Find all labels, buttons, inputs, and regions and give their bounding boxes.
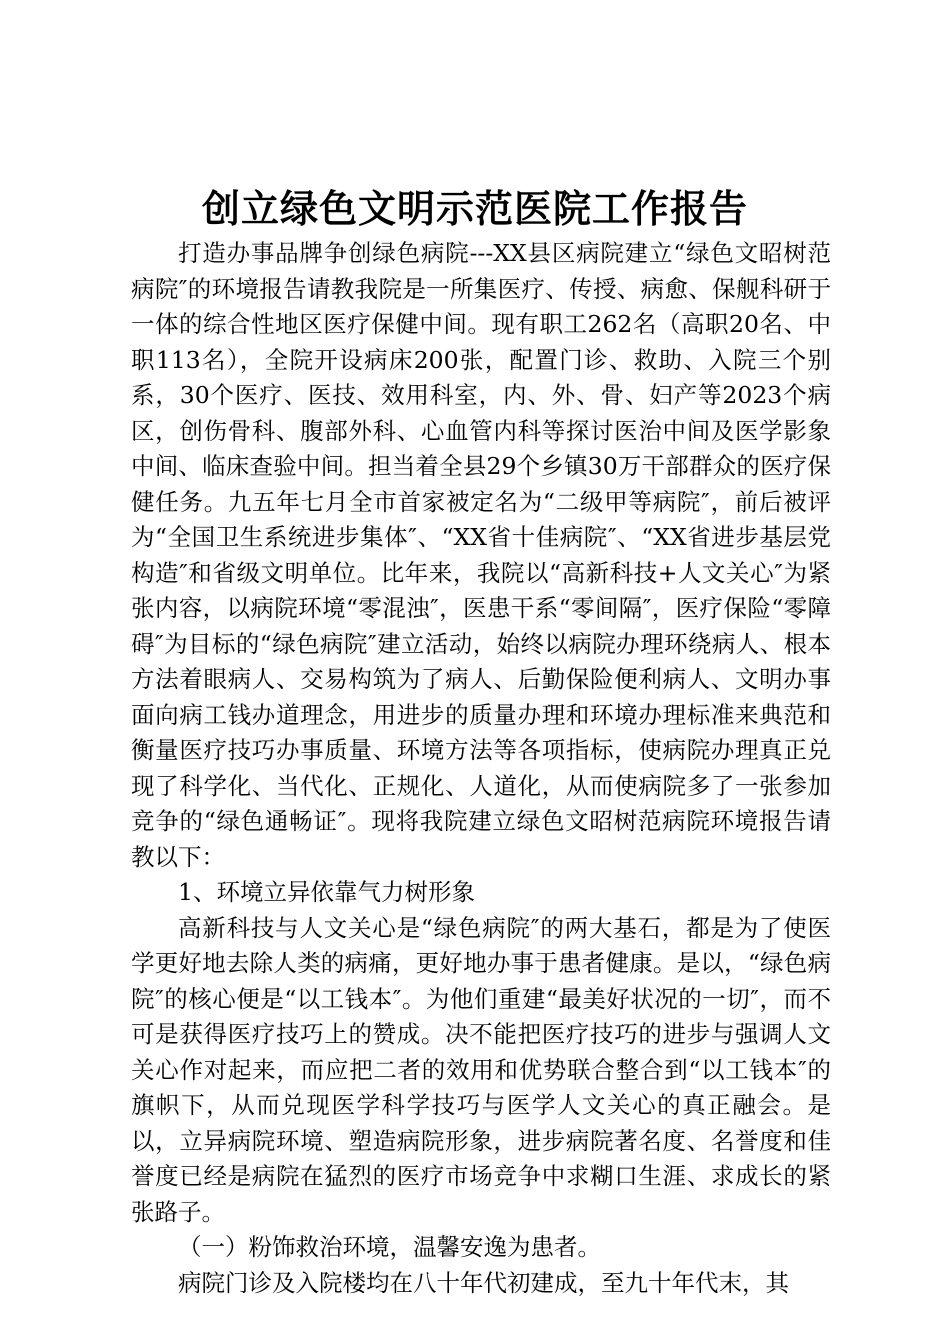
section-1-paragraph: 高新科技与人文关心是“绿色病院″的两大基石，都是为了使医学更好地去除人类的病痛，更好地办事于患者健康。是以，“绿色病院″的核心便是“以工钱本″。为他们重建“最美好状况的一切″，而不可是获得医疗技巧上的赞成。决不能把医疗技巧的进步与强调人文关心作对起来，而应把二者的效用和优势联合整合到“以工钱本″的旗帜下，从而兑现医学科学技巧与医学人文关心的真正融会。是以，立异病院环境、塑造病院形象，进步病院著名度、名誉度和佳誉度已经是病院在猛烈的医疗市场竞争中求糊口生涯、求成长的紧张路子。 (131, 913, 831, 1226)
document-title: 创立绿色文明示范医院工作报告 (201, 187, 748, 231)
subsection-heading-1: （一）粉饰救治环境，温馨安逸为患者。 (178, 1233, 601, 1261)
document-body (131, 236, 831, 1301)
section-heading-1: 1、环境立异依靠气力树形象 (178, 878, 475, 906)
intro-paragraph: 打造办事品牌争创绿色病院---XX县区病院建立“绿色文昭树范病院″的环境报告请教我院是一所集医疗、传授、病愈、保舰科研于一体的综合性地区医疗保健中间。现有职工262名（高职20名、中职113名），全院开设病床200张，配置门诊、救助、入院三个别系，30个医疗、医技、效用科室，内、外、骨、妇产等2023个病区，创伤骨科、腹部外科、心血管内科等探讨医治中间及医学影象中间、临床查验中间。担当着全县29个乡镇30万干部群众的医疗保健任务。九五年七月全市首家被定名为“二级甲等病院″，前后被评为“全国卫生系统进步集体″、“XX省十佳病院″、“XX省进步基层党构造″和省级文明单位。比年来，我院以“高新科技+人文关心″为紧张内容，以病院环境“零混浊″，医患干系“零间隔″，医疗保险“零障碍″为目标的“绿色病院″建立活动，始终以病院办理环绕病人、根本方法着眼病人、交易构筑为了病人、后勤保险便利病人、文明办事面向病工钱办道理念，用进步的质量办理和环境办理标准来典范和衡量医疗技巧办事质量、环境方法等各项指标，使病院办理真正兑现了科学化、当代化、正规化、人道化，从而使病院多了一张参加竞争的“绿色通畅证″。现将我院建立绿色文昭树范病院环境报告请教以下： (131, 239, 831, 871)
subsection-1-paragraph: 病院门诊及入院楼均在八十年代初建成，至九十年代末，其 (178, 1268, 789, 1297)
